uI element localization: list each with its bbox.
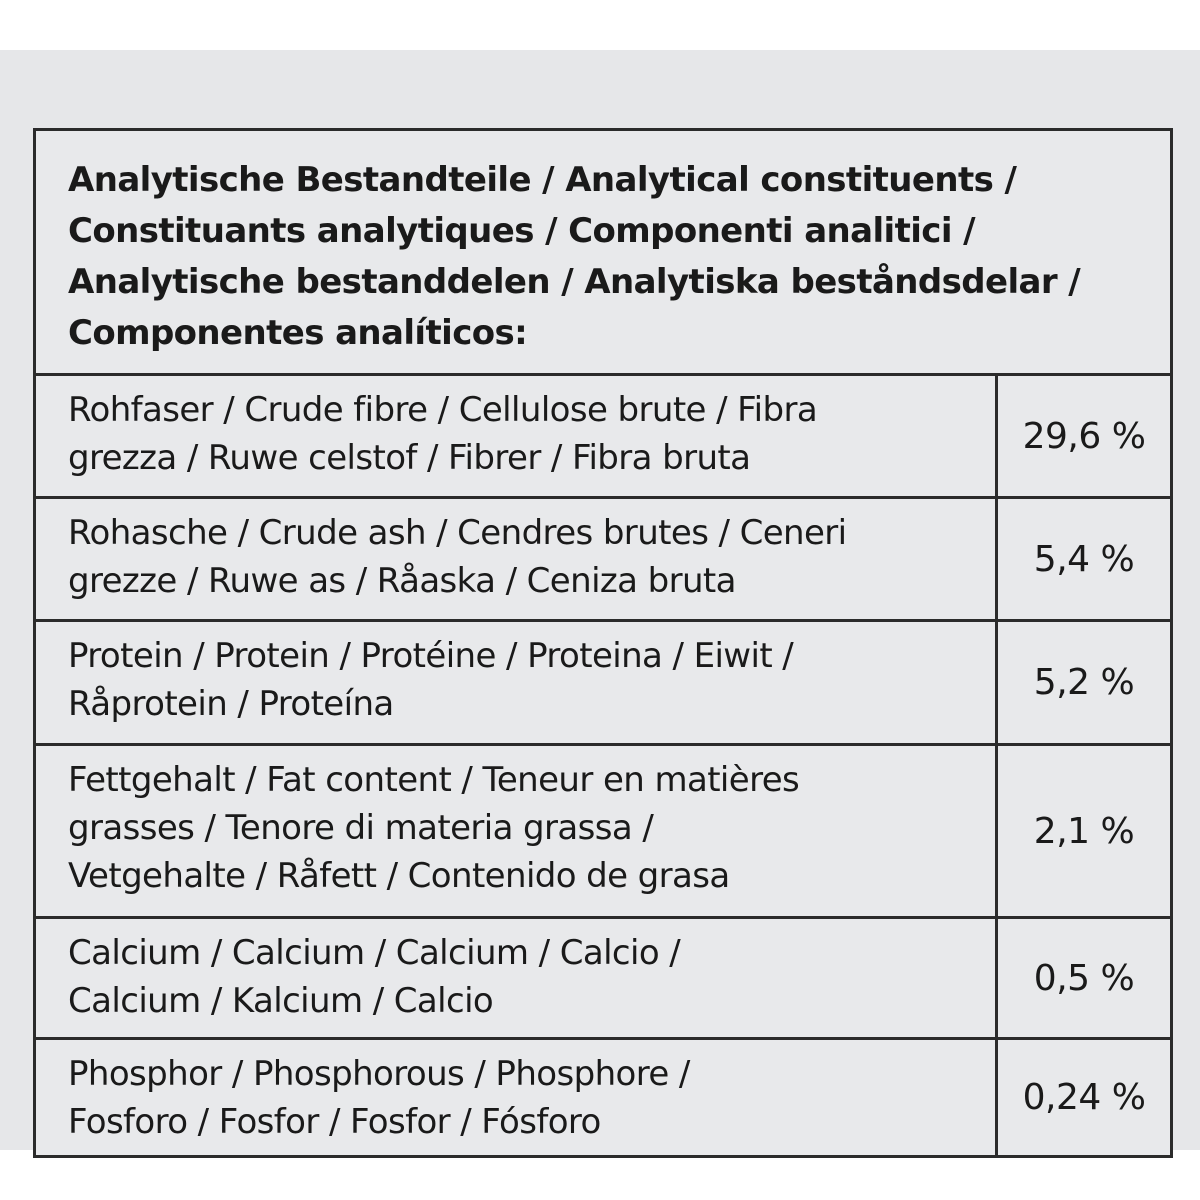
constituent-name-line: Vetgehalte / Råfett / Contenido de grasa (68, 856, 730, 896)
constituent-name-line: grezze / Ruwe as / Råaska / Ceniza bruta (68, 561, 736, 601)
constituent-name (36, 919, 998, 1037)
constituent-name (36, 1040, 998, 1155)
table-row-fat-content (36, 746, 1170, 919)
header-line: Constituants analytiques / Componenti analitici / (68, 211, 975, 251)
constituent-value: 0,5 % (1033, 957, 1135, 999)
header-line: Analytische bestanddelen / Analytiska beståndsdelar / (68, 262, 1081, 302)
constituent-value: 0,24 % (1022, 1077, 1146, 1118)
header-line: Analytische Bestandteile / Analytical constituents / (68, 160, 1017, 200)
constituent-name (36, 622, 998, 743)
table-row-crude-ash (36, 499, 1170, 622)
table-header (36, 131, 1170, 376)
analytical-constituents-table (33, 128, 1173, 1158)
constituent-value: 2,1 % (1033, 810, 1135, 852)
table-row-calcium (36, 919, 1170, 1040)
constituent-name-line: Rohasche / Crude ash / Cendres brutes / Ceneri (68, 513, 847, 553)
constituent-name-line: grasses / Tenore di materia grassa / (68, 808, 654, 848)
constituent-name-line: Råprotein / Proteína (68, 684, 394, 724)
table-row-phosphorus (36, 1040, 1170, 1155)
label-panel (0, 50, 1200, 1150)
constituent-value: 5,4 % (1033, 538, 1135, 580)
constituent-name (36, 376, 998, 496)
constituent-name-line: Phosphor / Phosphorous / Phosphore / (68, 1054, 690, 1094)
constituent-name (36, 499, 998, 619)
table-row-protein (36, 622, 1170, 746)
constituent-name-line: Fosforo / Fosfor / Fosfor / Fósforo (68, 1102, 601, 1142)
constituent-value: 29,6 % (1022, 415, 1146, 457)
table-row-crude-fibre (36, 376, 1170, 499)
constituent-name-line: Calcium / Calcium / Calcium / Calcio / (68, 933, 681, 973)
constituent-name-line: grezza / Ruwe celstof / Fibrer / Fibra bruta (68, 438, 751, 478)
constituent-name (36, 746, 998, 916)
constituent-name-line: Protein / Protein / Protéine / Proteina / Eiwit / (68, 636, 794, 676)
constituent-name-line: Rohfaser / Crude fibre / Cellulose brute / Fibra (68, 390, 818, 430)
constituent-value: 5,2 % (1033, 662, 1135, 703)
constituent-name-line: Fettgehalt / Fat content / Teneur en matières (68, 760, 800, 800)
constituent-name-line: Calcium / Kalcium / Calcio (68, 981, 494, 1021)
header-line: Componentes analíticos: (68, 313, 528, 353)
